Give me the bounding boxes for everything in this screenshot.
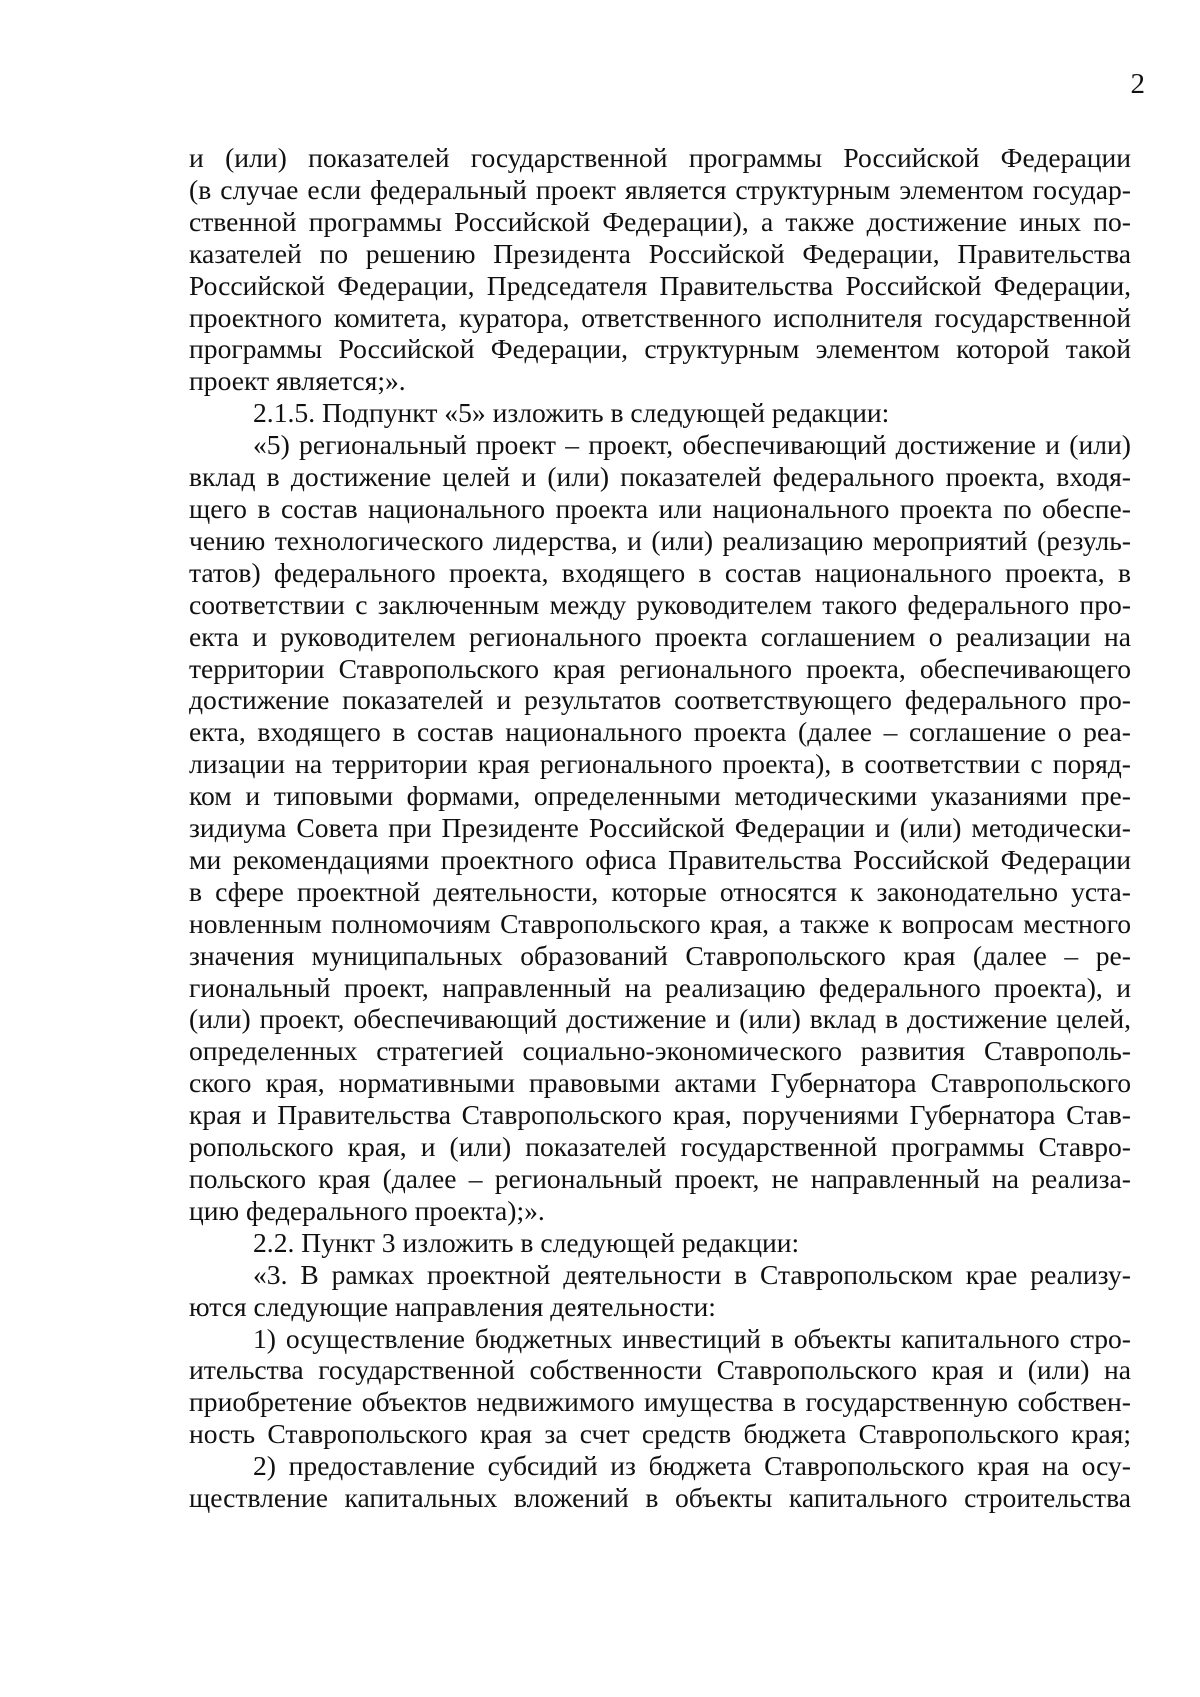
text-line: польского края (далее – региональный проект, не направленный на реализа- <box>189 1163 1131 1194</box>
text-line: ются следующие направления деятельности: <box>189 1290 716 1322</box>
text-line: и (или) показателей государственной программы Российской Федерации <box>189 142 1131 173</box>
text-line: ком и типовыми формами, определенными методическими указаниями пре- <box>189 780 1131 812</box>
text-line: Российской Федерации, Председателя Правительства Российской Федерации, <box>189 269 1131 301</box>
text-line: (или) проект, обеспечивающий достижение и (или) вклад в достижение целей, <box>189 1003 1131 1035</box>
text-line: определенных стратегией социально-экономического развития Ставрополь- <box>189 1035 1131 1067</box>
text-line: ропольского края, и (или) показателей государственной программы Ставро- <box>189 1131 1131 1163</box>
text-line: программы Российской Федерации, структурным элементом которой такой <box>189 333 1131 365</box>
text-line: 2) предоставление субсидий из бюджета Ставропольского края на осу- <box>253 1450 1131 1482</box>
text-line: «5) региональный проект – проект, обеспечивающий достижение и (или) <box>253 429 1131 461</box>
text-line: приобретение объектов недвижимого имущества в государственную собствен- <box>189 1386 1131 1418</box>
text-line: значения муниципальных образований Ставропольского края (далее – ре- <box>189 939 1131 971</box>
text-line: цию федерального проекта);». <box>189 1194 545 1226</box>
text-line: чению технологического лидерства, и (или) реализацию мероприятий (резуль- <box>189 524 1131 556</box>
text-line: проект является;». <box>189 365 406 397</box>
text-line: татов) федерального проекта, входящего в состав национального проекта, в <box>189 556 1131 588</box>
text-line: ительства государственной собственности Ставропольского края и (или) на <box>189 1354 1131 1386</box>
text-line: зидиума Совета при Президенте Российской Федерации и (или) методически- <box>189 812 1131 844</box>
text-line: ществление капитальных вложений в объекты капитального строительства <box>189 1482 1131 1514</box>
text-line: ми рекомендациями проектного офиса Правительства Российской Федерации <box>189 843 1131 875</box>
text-line: гиональный проект, направленный на реализацию федерального проекта), и <box>189 971 1131 1003</box>
text-line: щего в состав национального проекта или национального проекта по обеспе- <box>189 492 1131 524</box>
text-line: 1) осуществление бюджетных инвестиций в объекты капитального стро- <box>253 1322 1131 1354</box>
text-line: проектного комитета, куратора, ответственного исполнителя государственной <box>189 301 1131 333</box>
text-line: казателей по решению Президента Российской Федерации, Правительства <box>189 237 1131 269</box>
page-number: 2 <box>1130 68 1145 100</box>
text-line: екта, входящего в состав национального проекта (далее – соглашение о реа- <box>189 716 1131 748</box>
text-line: ского края, нормативными правовыми актами Губернатора Ставропольского <box>189 1067 1131 1099</box>
text-line: ственной программы Российской Федерации), а также достижение иных по- <box>189 205 1131 237</box>
text-line: вклад в достижение целей и (или) показателей федерального проекта, входя- <box>189 461 1131 493</box>
text-line: в сфере проектной деятельности, которые относятся к законодательно уста- <box>189 875 1131 907</box>
text-line: лизации на территории края регионального проекта), в соответствии с поряд- <box>189 748 1131 780</box>
text-line: екта и руководителем регионального проекта соглашением о реализации на <box>189 620 1131 652</box>
text-line: 2.2. Пункт 3 изложить в следующей редакции: <box>253 1226 800 1258</box>
document-body <box>189 142 1131 1514</box>
text-line: соответствии с заключенным между руководителем такого федерального про- <box>189 588 1131 620</box>
text-line: (в случае если федеральный проект является структурным элементом государ- <box>189 173 1131 205</box>
text-line: 2.1.5. Подпункт «5» изложить в следующей редакции: <box>253 397 890 429</box>
text-line: территории Ставропольского края регионального проекта, обеспечивающего <box>189 652 1131 684</box>
text-line: «3. В рамках проектной деятельности в Ставропольском крае реализу- <box>253 1258 1131 1290</box>
text-line: новленным полномочиям Ставропольского края, а также к вопросам местного <box>189 907 1131 939</box>
text-line: края и Правительства Ставропольского края, поручениями Губернатора Став- <box>189 1099 1131 1131</box>
text-line: ность Ставропольского края за счет средств бюджета Ставропольского края; <box>189 1418 1131 1450</box>
text-line: достижение показателей и результатов соответствующего федерального про- <box>189 684 1131 716</box>
